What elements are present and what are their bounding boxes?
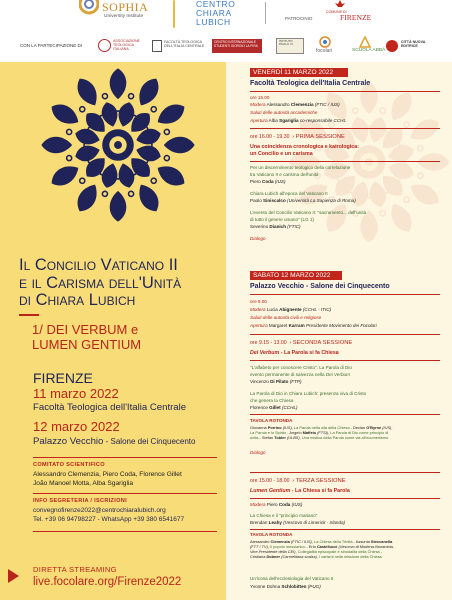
session-title: Una coincidenza cronologica e kairologica: (250, 144, 359, 150)
programme-line: Lumen Gentium - La Chiesa si fa Parola (250, 488, 350, 494)
day-2-bar: SABATO 12 MARZO 2022 (250, 271, 342, 280)
session-header: ore 15.00 - 18.00 › TERZA SESSIONE (250, 478, 346, 484)
item: Saluti delle autorità civili e religiose (250, 315, 322, 320)
subtitle-line: 1/ DEI VERBUM e (32, 322, 139, 337)
centro-line: CENTRO (196, 0, 236, 9)
partner-focolari: focolari (316, 48, 333, 54)
rule (250, 161, 440, 162)
date-2: 12 marzo 2022 (33, 419, 120, 434)
title-line: di Chiara Lubich (19, 291, 136, 309)
streaming-link[interactable]: live.focolare.org/Firenze2022 (33, 576, 182, 588)
rule (250, 360, 440, 361)
place-2-name: Palazzo Vecchio (33, 436, 104, 447)
partner-scuola-abba: SCUOLA ABBÀ (352, 48, 386, 53)
roundtable-text: Alessandro Clemenzia (FTIC / IUS), La Chiesa della Trinità - Assunta Steccanella (FTT / TV), Il popolo messianico - Erio Castellucci (Vescovo di Modena-Nonantola, Vice-Presidente della CEI), Collegialità episcopale e sinodalità della Chiesa - Cristiana Dobner (Carmelitana scalza), I carismi nella missione della Chiesa (250, 539, 394, 560)
city-label: FIRENZE (33, 370, 93, 386)
item: Apertura Alba Sgariglia co-responsabile CCHL (250, 118, 347, 123)
comitato-label: COMITATO SCIENTIFICO (33, 462, 105, 468)
talk-title: evento permanente di salvezza nella Dei Verbum (250, 372, 350, 377)
centro-line: LUBICH (196, 17, 231, 27)
info-label: INFO SEGRETERIA / ISCRIZIONI (33, 498, 127, 504)
subtitle-line: LUMEN GENTIUM (32, 337, 142, 352)
item: Modera Lucia Abignente (CCHL - ITIC) (250, 307, 332, 312)
programme-line: Dei Verbum - La Parola si fa Chiesa (250, 350, 339, 356)
comitato-line: João Manoel Motta, Alba Sgariglia (33, 479, 134, 487)
patrocinio-label: PATROCINIO (285, 16, 313, 21)
talk-title: La Chiesa e il "principio mariano" (250, 513, 318, 518)
speaker: Piero Coda (IUS) (250, 179, 286, 184)
info-phone: Tel. +39 06 94798227 - WhatsApp +39 380 6541677 (33, 515, 185, 523)
time: ore 15.00 (250, 95, 270, 100)
rule (250, 529, 440, 530)
sophia-sub: University Institute (104, 14, 144, 19)
talk-title: Per un discernimento teologico della correlazione (250, 165, 351, 170)
rule (250, 91, 440, 92)
rule (250, 128, 440, 129)
partner-paolovi: ISTITUTO PAOLO VI (279, 39, 293, 47)
title-line: e il Carisma dell'Unità (19, 273, 182, 292)
day-1-venue: Facoltà Teologica dell'Italia Centrale (250, 80, 371, 87)
item: Saluti delle autorità accademiche (250, 110, 318, 115)
session-header: ore 9.15 - 13.00 › SECONDA SESSIONE (250, 340, 353, 346)
partner-ati: ASSOCIAZIONE TEOLOGICA ITALIANA (113, 39, 140, 51)
roundtable-label: TAVOLA ROTONDA (250, 418, 293, 423)
day-1-bar: VENERDÌ 11 MARZO 2022 (250, 68, 348, 77)
rule (250, 498, 440, 499)
item: Modera Piero Coda (IUS) (250, 502, 303, 507)
partecipazione-label: CON LA PARTECIPAZIONE DI (20, 43, 83, 48)
talk-title: Un'icona dell'ecclesiologia del Vaticano II (250, 576, 334, 581)
item: Dialogo (250, 236, 266, 241)
time: ore 9.00 (250, 299, 267, 304)
talk-title: L'evento del Concilio Vaticano II: "sacramento... dell'unità (250, 210, 367, 215)
rule (250, 334, 440, 335)
speaker: Brendan Leahy (Vescovo di Limerick - Irlanda) (250, 520, 346, 525)
item: Modera Alessandro Clemenzia (FTIC / IUS) (250, 102, 340, 107)
talk-title: "L'alfabeto per conoscere Cristo". La Parola di Dio (250, 365, 352, 370)
talk-title: La Parola di Dio in Chiara Lubich: presenza viva di Cristo (250, 391, 367, 396)
comitato-line: Alessandro Clemenzia, Piero Coda, Florence Gillet (33, 471, 182, 478)
roundtable-label: TAVOLA ROTONDA (250, 532, 293, 537)
speaker: Florence Gillet (CCHL) (250, 405, 298, 410)
title-line: Il Concilio Vaticano II (19, 256, 178, 274)
talk-title: tra Vaticano II e carisma dell'unità (250, 172, 319, 177)
streaming-label: DIRETTA STREAMING (33, 565, 117, 574)
firenze-label: FIRENZE (340, 13, 372, 22)
roundtable-text: Giovanna Porrino (IUS), La Parola nella vita della Chiesa - Declan O'Byrne (IUS), La Parola e lo Spirito - Angelo Maffeis (FTSI), La Parola di Dio come principio di unità - Stefan Tobler (ULBS), Una mistica della Parola come via all'ecumenismo (250, 425, 393, 441)
speaker: Severino Dianich (FTIC) (250, 224, 301, 229)
place-2-sub: - Salone dei Cinquecento (103, 437, 196, 446)
sophia-name: SOPHIA (102, 0, 149, 14)
talk-title: Chiara Lubich all'epoca del Vaticano II (250, 191, 328, 196)
speaker: Yvonne Dohna Schlobitten (PUG) (250, 584, 321, 589)
item: Dialogo (250, 450, 266, 455)
speaker: Paolo Siniscalco (Università La Sapienza di Roma) (250, 198, 356, 203)
info-email[interactable]: convegnofirenze2022@centrochiaralubich.org (33, 507, 166, 514)
partner-citta-nuova: CITTÀ NUOVA EDITRICE (401, 40, 426, 48)
rule (250, 414, 440, 415)
partner-lapira: CENTRO INTERNAZIONALE STUDENTI GIORGIO LA PIRA (214, 40, 258, 48)
partner-ftic: FACOLTÀ TEOLOGICA DELL'ITALIA CENTRALE (164, 40, 205, 48)
item: Apertura Margaret Karram Presidente Movimento dei Focolari (250, 323, 377, 328)
talk-title: che genera la Chiesa (250, 398, 294, 403)
speaker: Vincenzo Di Pilato (FTP) (250, 379, 302, 384)
session-header: ore 16.00 - 19.30 › PRIMA SESSIONE (250, 134, 345, 140)
session-title: un Concilio e un carisma (250, 151, 313, 157)
place-1: Facoltà Teologica dell'Italia Centrale (33, 402, 187, 413)
rule (250, 294, 440, 295)
talk-title: di tutto il genere umano" (LG 1) (250, 217, 314, 222)
rule (250, 472, 440, 473)
comune-label: COMUNE DI (326, 10, 347, 14)
date-1: 11 marzo 2022 (33, 386, 119, 401)
centro-line: CHIARA (196, 8, 232, 18)
day-2-venue: Palazzo Vecchio - Salone dei Cinquecento (250, 283, 390, 290)
